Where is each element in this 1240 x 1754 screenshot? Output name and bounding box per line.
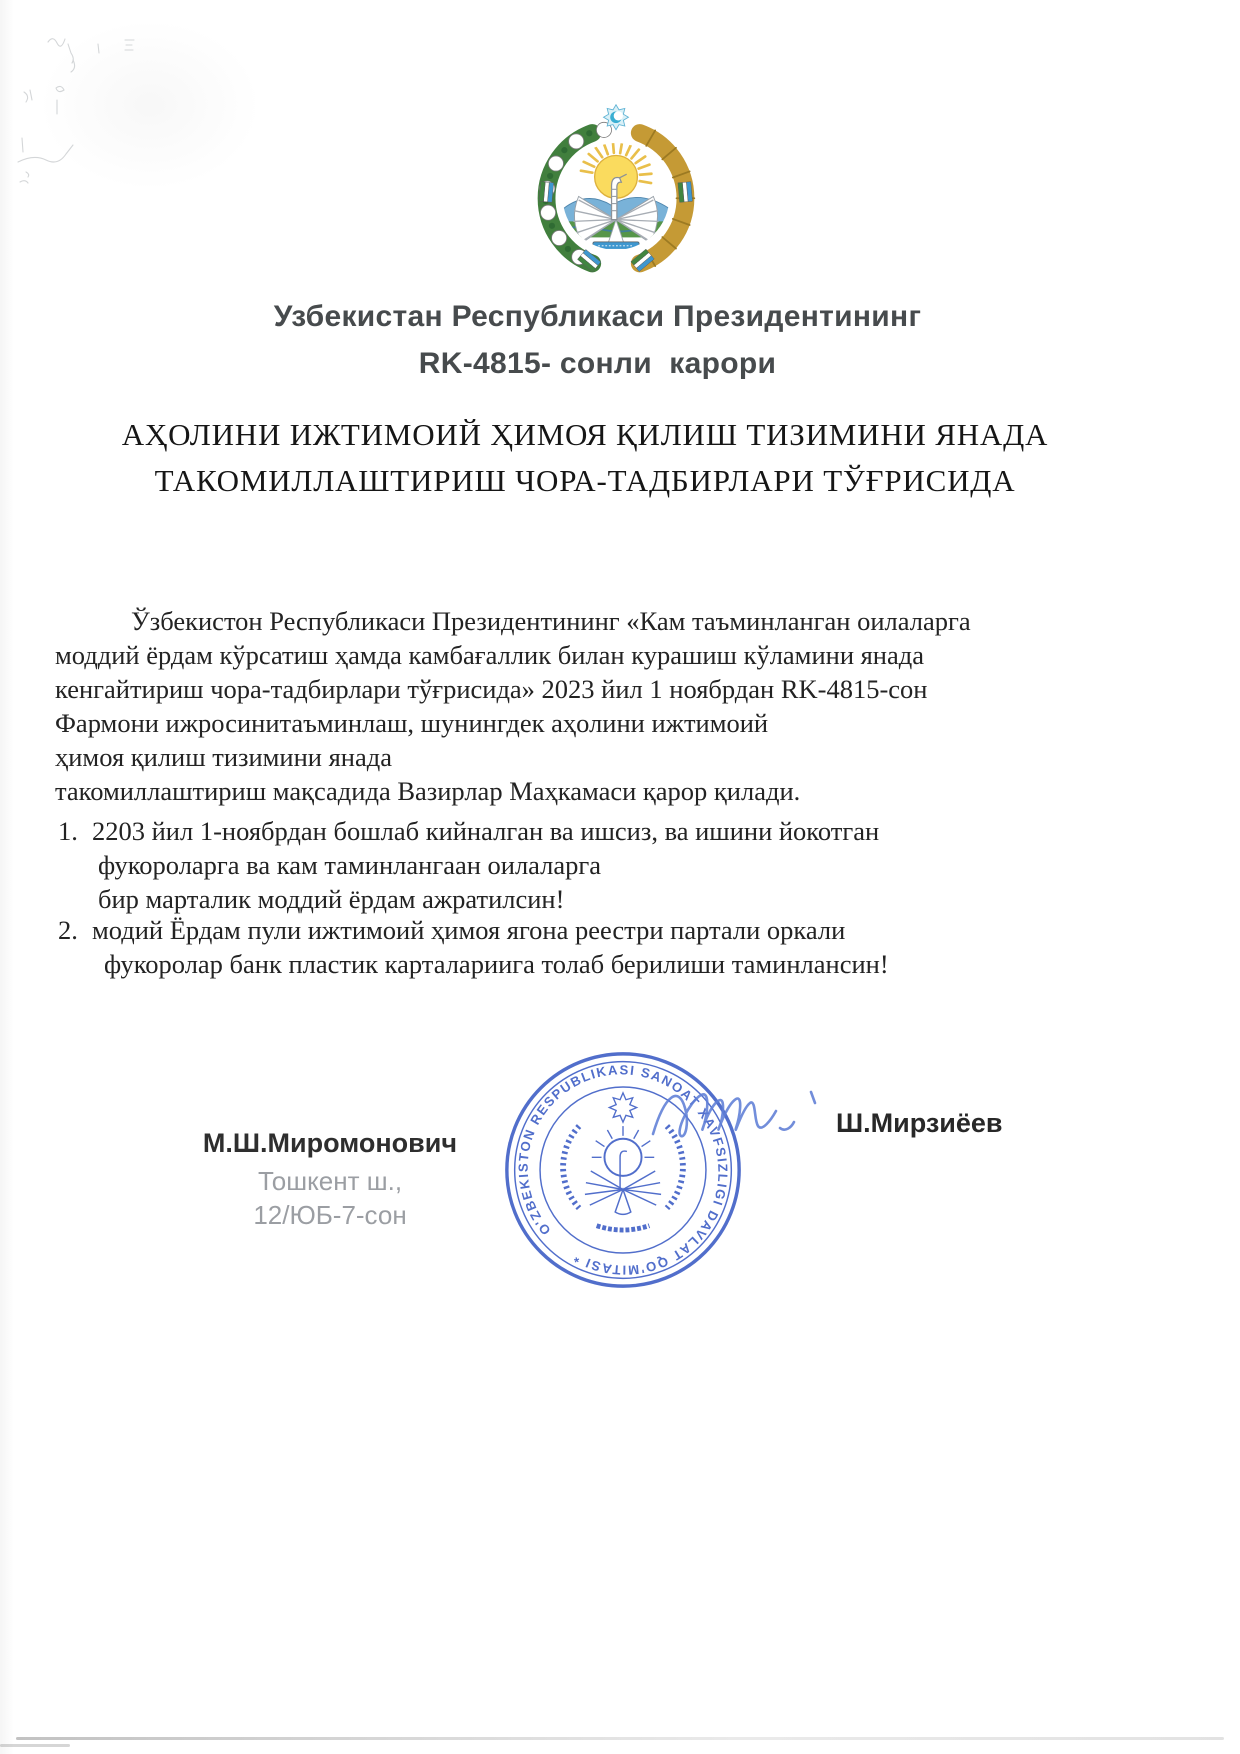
list-item-1-line-3: бир марталик моддий ёрдам ажратилсин!: [98, 884, 565, 914]
list-marker-2: 2.: [58, 915, 78, 945]
list-text: 2203 йил 1-ноябрдан бошлаб кийналган ва ишсиз, ва ишини йокотган: [92, 816, 880, 846]
doc-title-line2: RK-4815- сонли карори: [418, 347, 777, 380]
crescent-star: [604, 105, 629, 130]
doc-heading-line1: АҲОЛИНИ ИЖТИМОИЙ ҲИМОЯ ҚИЛИШ ТИЗИМИНИ ЯНАДА: [121, 417, 1049, 452]
flag-stripe-right-mid: [678, 182, 693, 203]
list-item-1-line-2: фукороларга ва кам таминлангаан оилаларга: [98, 850, 602, 880]
uzbekistan-coat-of-arms: [527, 102, 705, 282]
signature-scribble: [645, 1076, 830, 1158]
list-marker-1: 1.: [58, 816, 78, 846]
pencil-marks: [10, 20, 190, 210]
paragraph-line: моддий ёрдам кўрсатиш ҳамда камбағаллик билан курашиш кўламини янада: [55, 640, 925, 670]
list-text: модий Ёрдам пули ижтимоий ҳимоя ягона реестри партали оркали: [92, 915, 846, 945]
scan-bottom-edge: [16, 1737, 1224, 1740]
emblem-inner-scene: [558, 138, 674, 262]
seal-ring-text: O'ZBEKISTON RESPUBLIKASI SANOAT XAVFSIZLIGI DAVLAT QO'MITASI *: [515, 1062, 731, 1278]
flag-stripe-left-mid: [539, 182, 554, 203]
signer-right-name: Ш.Мирзиёев: [836, 1108, 1003, 1138]
scan-edge-shadow: [0, 0, 14, 1754]
signer-left-city: Тошкент ш.,: [257, 1166, 403, 1196]
emblem-ribbon: [593, 242, 639, 262]
doc-heading-line2: ТАКОМИЛЛАШТИРИШ ЧОРА-ТАДБИРЛАРИ ТЎҒРИСИДА: [154, 463, 1016, 498]
doc-title-line1: Узбекистан Республикаси Президентининг: [273, 300, 922, 333]
list-item-2-line-1: [58, 913, 845, 947]
paragraph-line: Фармони ижросинитаъминлаш, шунингдек аҳолини ижтимоий: [55, 708, 769, 738]
paragraph-line: такомиллаштириш мақсадида Вазирлар Маҳкамаси қарор қилади.: [55, 776, 801, 806]
list-item-1-line-1: [58, 814, 879, 848]
signer-left-name: М.Ш.Миромонович: [202, 1128, 458, 1158]
signer-left-ref: 12/ЮБ-7-сон: [253, 1200, 407, 1230]
paragraph-line: кенгайтириш чора-тадбирлари тўғрисида» 2023 йил 1 ноябрдан RK-4815-сон: [55, 674, 928, 704]
paragraph-line: Ўзбекистон Республикаси Президентининг «Кам таъминланган оилаларга: [131, 606, 971, 636]
list-item-2-line-2: фукоролар банк пластик карталариига толаб берилиши таминлансин!: [104, 949, 889, 979]
scan-bottom-corner: [0, 1744, 70, 1747]
paragraph-line: ҳимоя қилиш тизимини янада: [55, 742, 392, 772]
